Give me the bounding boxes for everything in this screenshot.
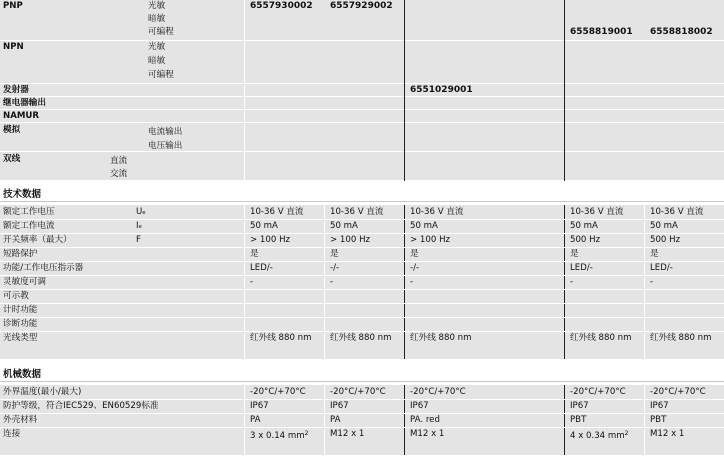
- spec-value: -: [570, 277, 574, 287]
- analog-mode-1: 电流输出: [148, 127, 183, 137]
- part-number-col4: 6558819001: [570, 27, 633, 37]
- npn-label: NPN: [3, 42, 24, 52]
- relay-label: 继电器输出: [3, 98, 46, 108]
- spec-label: 灵敏度可调: [3, 277, 46, 287]
- col-sep: [324, 385, 325, 455]
- spec-value: > 100 Hz: [330, 235, 371, 245]
- spec-label: 外界温度(最小/最大): [3, 387, 82, 397]
- dual-band: [0, 152, 724, 180]
- spec-value: 红外线 880 nm: [570, 333, 632, 343]
- npn-band: [0, 41, 724, 83]
- spec-value: 50 mA: [650, 221, 678, 231]
- spec-value: IP67: [650, 401, 669, 411]
- part-number-col2: 6557929002: [330, 1, 393, 11]
- spec-value: LED/-: [570, 263, 593, 273]
- npn-mode-3: 可编程: [148, 70, 174, 80]
- emitter-band: [0, 84, 724, 96]
- dual-label: 双线: [3, 154, 21, 164]
- part-number-col1: 6557930002: [250, 1, 313, 11]
- spec-value: -: [250, 277, 254, 287]
- spec-value: LED/-: [650, 263, 673, 273]
- spec-value: M12 x 1: [410, 429, 445, 439]
- spec-symbol: Iₑ: [136, 221, 143, 231]
- spec-value: 10-36 V 直流: [330, 207, 384, 217]
- spec-value: 是: [650, 249, 659, 259]
- row-divider: [0, 247, 724, 248]
- analog-band: [0, 123, 724, 151]
- row-divider: [0, 413, 724, 414]
- row-divider: [0, 303, 724, 304]
- row-divider: [0, 289, 724, 290]
- spec-label: 外壳材料: [3, 415, 38, 425]
- namur-band: [0, 110, 724, 122]
- spec-value: PBT: [650, 415, 667, 425]
- spec-value: 是: [570, 249, 579, 259]
- col-sep: [564, 205, 565, 359]
- spec-value: 50 mA: [570, 221, 598, 231]
- part-number-col3: 6551029001: [410, 85, 473, 95]
- emitter-label: 发射器: [3, 85, 29, 95]
- spec-label: 可示教: [3, 291, 29, 301]
- spec-value: PA. red: [410, 415, 440, 425]
- spec-value: LED/-: [250, 263, 273, 273]
- spec-value: 10-36 V 直流: [570, 207, 624, 217]
- spec-value: PA: [330, 415, 341, 425]
- npn-mode-2: 暗敏: [148, 56, 166, 66]
- dual-mode-2: 交流: [110, 169, 128, 179]
- pnp-mode-3: 可编程: [148, 27, 174, 37]
- spec-value: 是: [330, 249, 339, 259]
- col-sep: [644, 385, 645, 455]
- spec-label: 诊断功能: [3, 319, 38, 329]
- spec-value: -/-: [330, 263, 340, 273]
- spec-value: 4 x 0.34 $mm^2$: [570, 430, 629, 441]
- spec-value: M12 x 1: [330, 429, 365, 439]
- mech-section-title: 机械数据: [3, 369, 42, 380]
- spec-value: > 100 Hz: [410, 235, 451, 245]
- spec-label: 额定工作电流: [3, 221, 55, 231]
- spec-value: -20°C/+70°C: [650, 387, 706, 397]
- spec-value: -: [650, 277, 654, 287]
- col-sep: [244, 385, 245, 455]
- spec-value: -20°C/+70°C: [570, 387, 626, 397]
- spec-value: IP67: [250, 401, 269, 411]
- col-sep: [644, 205, 645, 359]
- spec-label: 开关频率（最大）: [3, 235, 72, 245]
- spec-label: 光线类型: [3, 333, 38, 343]
- spec-value: 500 Hz: [570, 235, 601, 245]
- col-sep: [404, 205, 405, 359]
- spec-value: 是: [410, 249, 419, 259]
- analog-label: 模拟: [3, 125, 21, 135]
- col-sep: [564, 385, 565, 455]
- col-sep: [324, 205, 325, 359]
- spec-label: 防护等级，符合IEC529、EN60529标准: [3, 401, 159, 411]
- col-sep: [564, 0, 565, 181]
- row-divider: [0, 317, 724, 318]
- col-sep: [244, 205, 245, 359]
- spec-value: 3 x 0.14 $mm^2$: [250, 430, 309, 441]
- spec-value: 红外线 880 nm: [410, 333, 472, 343]
- col-sep: [404, 385, 405, 455]
- spec-value: > 100 Hz: [250, 235, 291, 245]
- spec-value: IP67: [330, 401, 349, 411]
- spec-value: -: [330, 277, 334, 287]
- spec-value: -/-: [410, 263, 420, 273]
- spec-value: 10-36 V 直流: [250, 207, 304, 217]
- dual-mode-1: 直流: [110, 156, 128, 166]
- spec-value: 50 mA: [250, 221, 278, 231]
- row-divider: [0, 219, 724, 220]
- analog-mode-2: 电压输出: [148, 141, 183, 151]
- spec-value: 10-36 V 直流: [410, 207, 464, 217]
- spec-value: -20°C/+70°C: [330, 387, 386, 397]
- pnp-mode-2: 暗敏: [148, 14, 166, 24]
- spec-value: -20°C/+70°C: [410, 387, 466, 397]
- spec-symbol: F: [136, 235, 141, 245]
- pnp-label: PNP: [3, 1, 23, 11]
- spec-label: 短路保护: [3, 249, 38, 259]
- col-sep: [244, 0, 245, 181]
- spec-label: 连接: [3, 429, 21, 439]
- mech-divider: [0, 381, 724, 382]
- spec-value: 红外线 880 nm: [650, 333, 712, 343]
- spec-value: PA: [250, 415, 261, 425]
- spec-value: 50 mA: [330, 221, 358, 231]
- tech-section-title: 技术数据: [3, 189, 42, 200]
- part-number-col5: 6558818002: [650, 27, 713, 37]
- spec-value: IP67: [570, 401, 589, 411]
- tech-divider: [0, 201, 724, 202]
- spec-value: 500 Hz: [650, 235, 681, 245]
- row-divider: [0, 261, 724, 262]
- spec-value: 红外线 880 nm: [250, 333, 312, 343]
- namur-label: NAMUR: [3, 111, 39, 121]
- npn-mode-1: 光敏: [148, 42, 166, 52]
- spec-value: M12 x 1: [650, 429, 685, 439]
- spec-value: 50 mA: [410, 221, 438, 231]
- spec-value: -: [410, 277, 414, 287]
- row-divider: [0, 275, 724, 276]
- spec-value: 10-36 V 直流: [650, 207, 704, 217]
- spec-value: 红外线 880 nm: [330, 333, 392, 343]
- spec-value: -20°C/+70°C: [250, 387, 306, 397]
- pnp-mode-1: 光敏: [148, 1, 166, 11]
- spec-value: PBT: [570, 415, 587, 425]
- spec-value: 是: [250, 249, 259, 259]
- spec-label: 计时功能: [3, 305, 38, 315]
- spec-value: IP67: [410, 401, 429, 411]
- spec-label: 额定工作电压: [3, 207, 55, 217]
- spec-label: 功能/工作电压指示器: [3, 263, 84, 273]
- col-sep: [404, 0, 405, 181]
- spec-symbol: Uₑ: [136, 207, 146, 217]
- relay-band: [0, 97, 724, 109]
